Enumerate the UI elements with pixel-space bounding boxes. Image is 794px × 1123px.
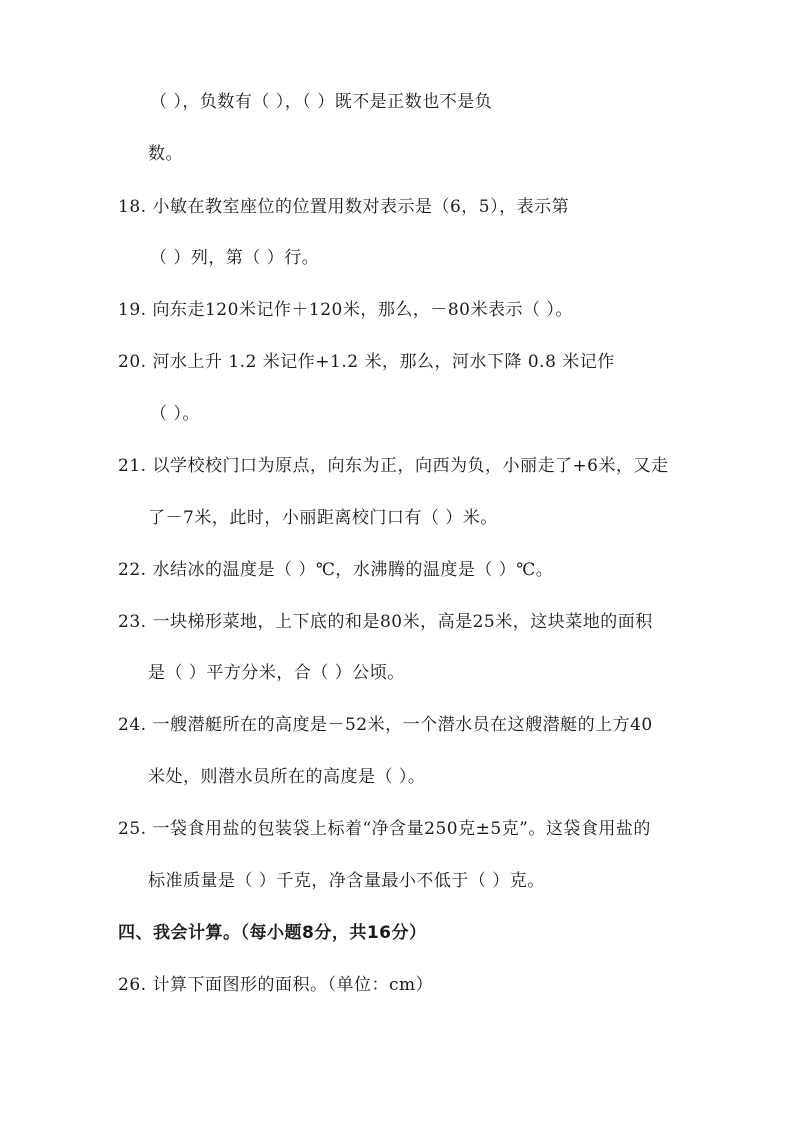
- question-24: 24. 一艘潜艇所在的高度是－52米，一个潜水员在这艘潜艇的上方40: [118, 715, 653, 735]
- question-19: 19. 向东走120米记作＋120米，那么，－80米表示（ ）。: [118, 300, 573, 320]
- section-4-heading: 四、我会计算。（每小题8分，共16分）: [118, 923, 427, 943]
- question-18: 18. 小敏在教室座位的位置用数对表示是（6，5），表示第: [118, 197, 570, 217]
- question-23: 23. 一块梯形菜地，上下底的和是80米，高是25米，这块菜地的面积: [118, 612, 653, 632]
- question-21: 21. 以学校校门口为原点，向东为正，向西为负，小丽走了+6米，又走: [118, 456, 669, 476]
- question-20: 20. 河水上升 1.2 米记作+1.2 米，那么，河水下降 0.8 米记作: [118, 352, 615, 372]
- question-23-continued: 是（ ）平方分米，合（ ）公顷。: [148, 663, 405, 683]
- question-22: 22. 水结冰的温度是（ ）℃，水沸腾的温度是（ ）℃。: [118, 560, 554, 580]
- question-24-continued: 米处，则潜水员所在的高度是（ ）。: [148, 767, 426, 787]
- question-20-continued: （ ）。: [150, 404, 200, 424]
- q17-end-text: 数。: [148, 144, 183, 164]
- question-21-continued: 了－7米，此时，小丽距离校门口有（ ）米。: [148, 508, 498, 528]
- question-18-continued: （ ）列，第（ ）行。: [150, 248, 320, 268]
- question-25-continued: 标准质量是（ ）千克，净含量最小不低于（ ）克。: [148, 871, 545, 891]
- question-25: 25. 一袋食用盐的包装袋上标着“净含量250克±5克”。这袋食用盐的: [118, 819, 651, 839]
- question-26: 26. 计算下面图形的面积。（单位：cm）: [118, 975, 434, 995]
- q17-continued-text: （ ），负数有（ ），（ ）既不是正数也不是负: [150, 92, 493, 112]
